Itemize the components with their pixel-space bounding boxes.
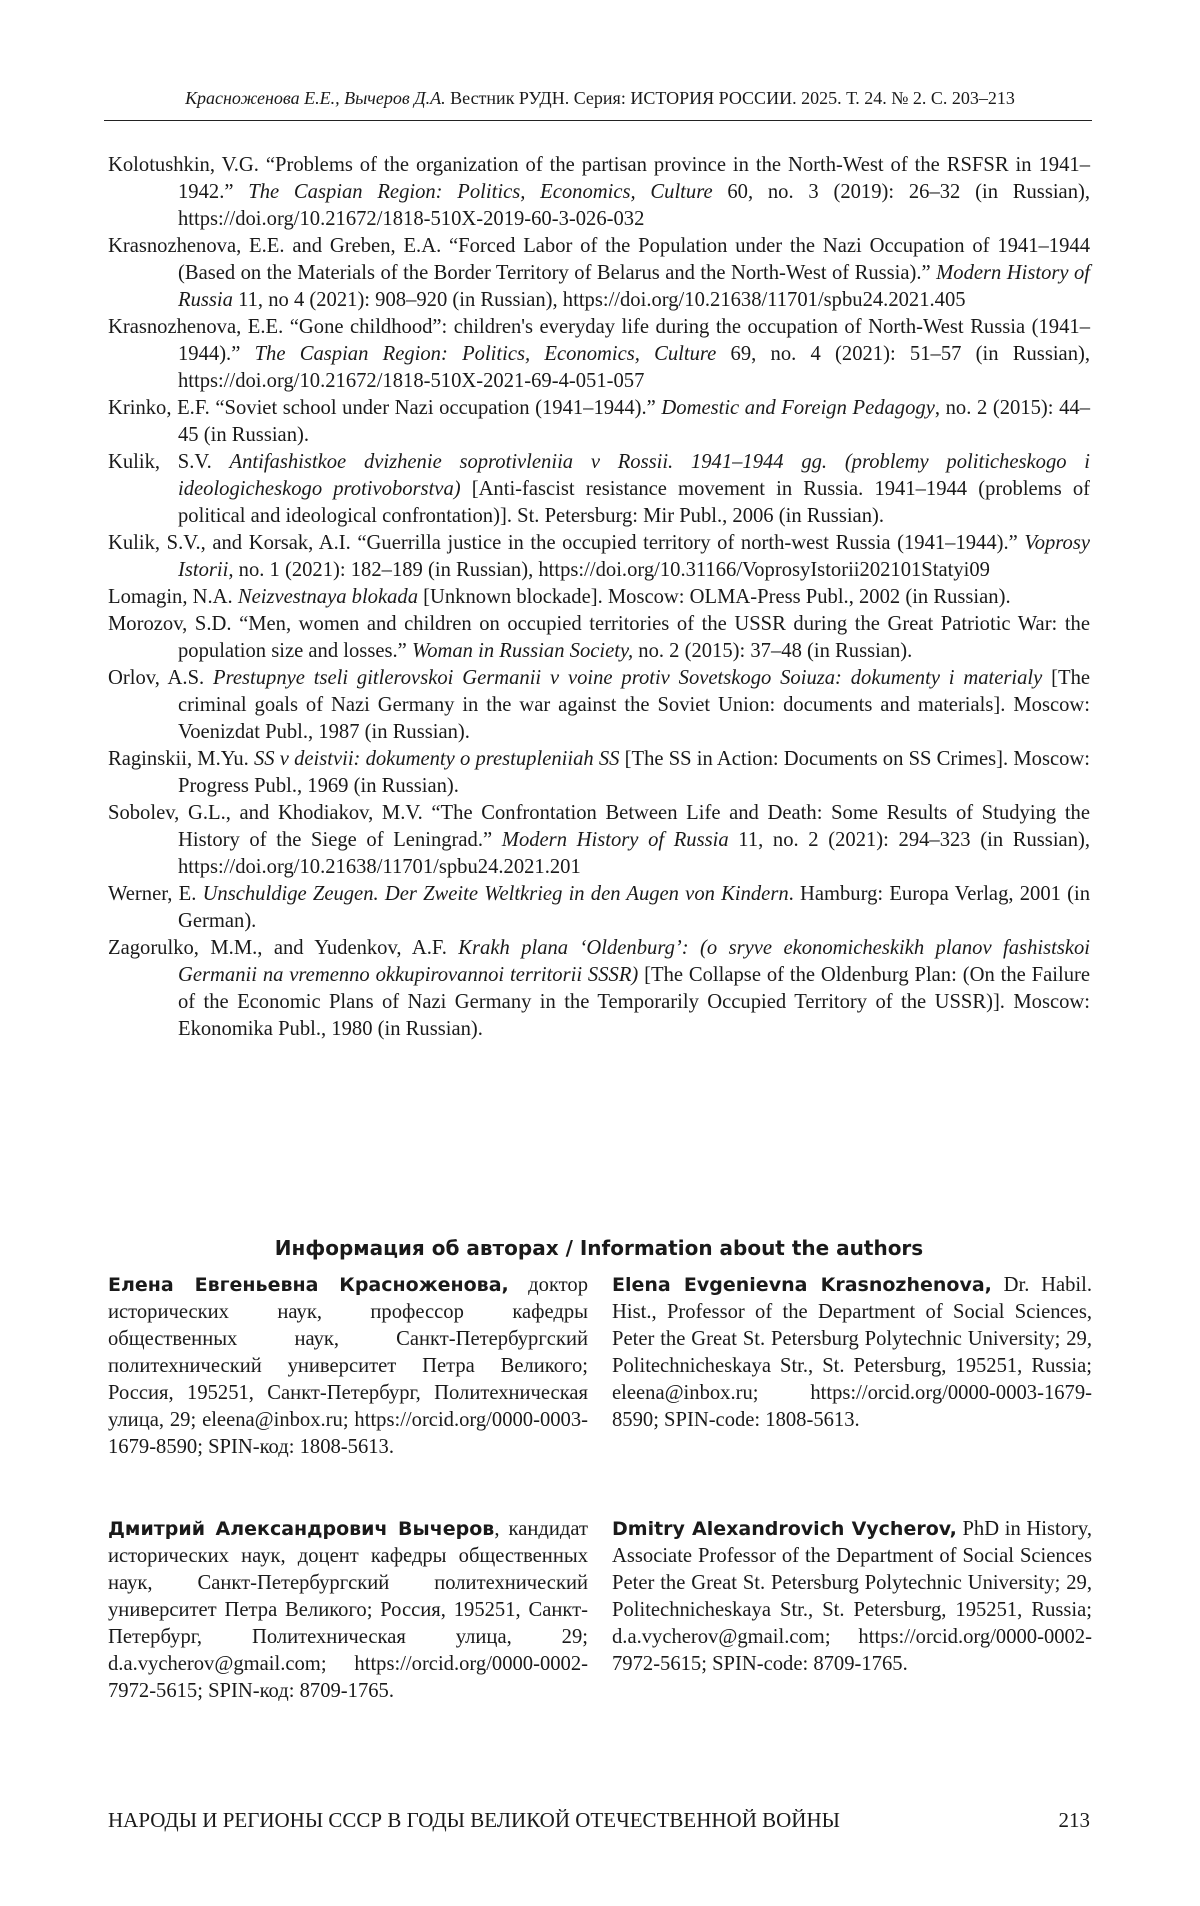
author1-ru-name: Елена Евгеньевна Красноженова, <box>108 1274 509 1296</box>
reference-entry: Raginskii, M.Yu. SS v deistvii: dokumenty o prestupleniiah SS [The SS in Action: Documents on SS Crimes]. Moscow: Progress Publ., 1969 (in Russian). <box>108 748 1090 797</box>
author1-en-name: Elena Evgenievna Krasnozhenova, <box>612 1274 992 1296</box>
footer-journal-section: НАРОДЫ И РЕГИОНЫ СССР В ГОДЫ ВЕЛИКОЙ ОТЕЧЕСТВЕННОЙ ВОЙНЫ <box>108 1808 840 1832</box>
author1-ru-text: доктор исторических наук, профессор кафедры общественных наук, Санкт-Петербургский политехнический университет Петра Великого; Россия, 195251, Санкт-Петербург, Политехническая улица, 29; eleena@inbox.ru; https://orcid.org/0000-0003-1679-8590; SPIN-код: 1808-5613. <box>108 1274 588 1458</box>
reference-entry: Morozov, S.D. “Men, women and children on occupied territories of the USSR during the Great Patriotic War: the population size and losses.” Woman in Russian Society, no. 2 (2015): 37–48 (in Russian). <box>108 613 1090 662</box>
header-divider <box>104 120 1092 121</box>
author1-ru-block <box>108 1272 588 1461</box>
reference-entry: Lomagin, N.A. Neizvestnaya blokada [Unknown blockade]. Moscow: OLMA-Press Publ., 2002 (in Russian). <box>108 586 1011 608</box>
reference-entry: Krasnozhenova, E.E. and Greben, E.A. “Forced Labor of the Population under the Nazi Occupation of 1941–1944 (Based on the Materials of the Border Territory of Belarus and the North-West of Russia).” Modern History of Russia 11, no 4 (2021): 908–920 (in Russian), https://doi.org/10.21638/11701/spbu24.2021.405 <box>108 235 1091 311</box>
reference-entry: Kolotushkin, V.G. “Problems of the organization of the partisan province in the North-West of the RSFSR in 1941–1942.” The Caspian Region: Politics, Economics, Culture 60, no. 3 (2019): 26–32 (in Russian), https://doi.org/10.21672/1818-510X-2019-60-3-026-032 <box>108 154 1090 230</box>
reference-entry: Kulik, S.V., and Korsak, A.I. “Guerrilla justice in the occupied territory of north-west Russia (1941–1944).” Voprosy Istorii, no. 1 (2021): 182–189 (in Russian), https://doi.org/10.31166/VoprosyIstorii202101Statyi09 <box>108 532 1090 581</box>
author1-en-text: Dr. Habil. Hist., Professor of the Department of Social Sciences, Peter the Great St. Petersburg Polytechnic University; 29, Politechnicheskaya Str., St. Petersburg, 195251, Russia; eleena@inbox.ru; https://orcid.org/0000-0003-1679-8590; SPIN-code: 1808-5613. <box>612 1274 1092 1431</box>
running-head <box>108 88 1092 109</box>
running-head-citation: Вестник РУДН. Серия: ИСТОРИЯ РОССИИ. 2025. Т. 24. № 2. С. 203–213 <box>450 88 1015 108</box>
author1-en-block <box>612 1272 1092 1434</box>
author2-en-text: PhD in History, Associate Professor of the Department of Social Sciences Peter the Great St. Petersburg Polytechnic University; 29, Politechnicheskaya Str., St. Petersburg, 195251, Russia; d.a.vycherov@gmail.com; https://orcid.org/0000-0002-7972-5615; SPIN-code: 8709-1765. <box>612 1518 1092 1675</box>
reference-list <box>108 152 1090 1043</box>
reference-entry: Zagorulko, M.M., and Yudenkov, A.F. Krakh plana ‘Oldenburg’: (o sryve ekonomicheskikh planov fashistskoi Germanii na vremenno okkupirovannoi territorii SSSR) [The Collapse of the Oldenburg Plan: (On the Failure of the Economic Plans of Nazi Germany in the Temporarily Occupied Territory of the USSR)]. Moscow: Ekonomika Publ., 1980 (in Russian). <box>108 937 1090 1040</box>
reference-entry: Werner, E. Unschuldige Zeugen. Der Zweite Weltkrieg in den Augen von Kindern. Hamburg: Europa Verlag, 2001 (in German). <box>108 883 1090 932</box>
author2-ru-name: Дмитрий Александрович Вычеров <box>108 1518 495 1540</box>
author2-en-name: Dmitry Alexandrovich Vycherov, <box>612 1518 957 1540</box>
reference-entry: Krinko, E.F. “Soviet school under Nazi occupation (1941–1944).” Domestic and Foreign Pedagogy, no. 2 (2015): 44–45 (in Russian). <box>108 397 1090 446</box>
author2-en-block <box>612 1516 1092 1678</box>
reference-entry: Krasnozhenova, E.E. “Gone childhood”: children's everyday life during the occupation of North-West Russia (1941–1944).” The Caspian Region: Politics, Economics, Culture 69, no. 4 (2021): 51–57 (in Russian), https://doi.org/10.21672/1818-510X-2021-69-4-051-057 <box>108 316 1091 392</box>
reference-entry: Orlov, A.S. Prestupnye tseli gitlerovskoi Germanii v voine protiv Sovetskogo Soiuza: dokumenty i materialy [The criminal goals of Nazi Germany in the war against the Soviet Union: documents and materials]. Moscow: Voenizdat Publ., 1987 (in Russian). <box>108 667 1091 743</box>
author2-ru-block <box>108 1516 588 1705</box>
running-head-authors: Красноженова Е.Е., Вычеров Д.А. <box>185 88 446 108</box>
reference-entry: Sobolev, G.L., and Khodiakov, M.V. “The Confrontation Between Life and Death: Some Results of Studying the History of the Siege of Leningrad.” Modern History of Russia 11, no. 2 (2021): 294–323 (in Russian), https://doi.org/10.21638/11701/spbu24.2021.201 <box>108 802 1090 878</box>
author2-ru-text: , кандидат исторических наук, доцент кафедры общественных наук, Санкт-Петербургский политехнический университет Петра Великого; Россия, 195251, Санкт-Петербург, Политехническая улица, 29; d.a.vycherov@gmail.com; https://orcid.org/0000-0002-7972-5615; SPIN-код: 8709-1765. <box>108 1518 588 1702</box>
page-number: 213 <box>1058 1808 1090 1832</box>
reference-entry: Kulik, S.V. Antifashistkoe dvizhenie soprotivleniia v Rossii. 1941–1944 gg. (problemy politicheskogo i ideologicheskogo protivoborstva) [Anti-fascist resistance movement in Russia. 1941–1944 (problems of political and ideological confrontation)]. St. Petersburg: Mir Publ., 2006 (in Russian). <box>108 451 1090 527</box>
authors-info-heading: Информация об авторах / Information about the authors <box>274 1236 924 1260</box>
